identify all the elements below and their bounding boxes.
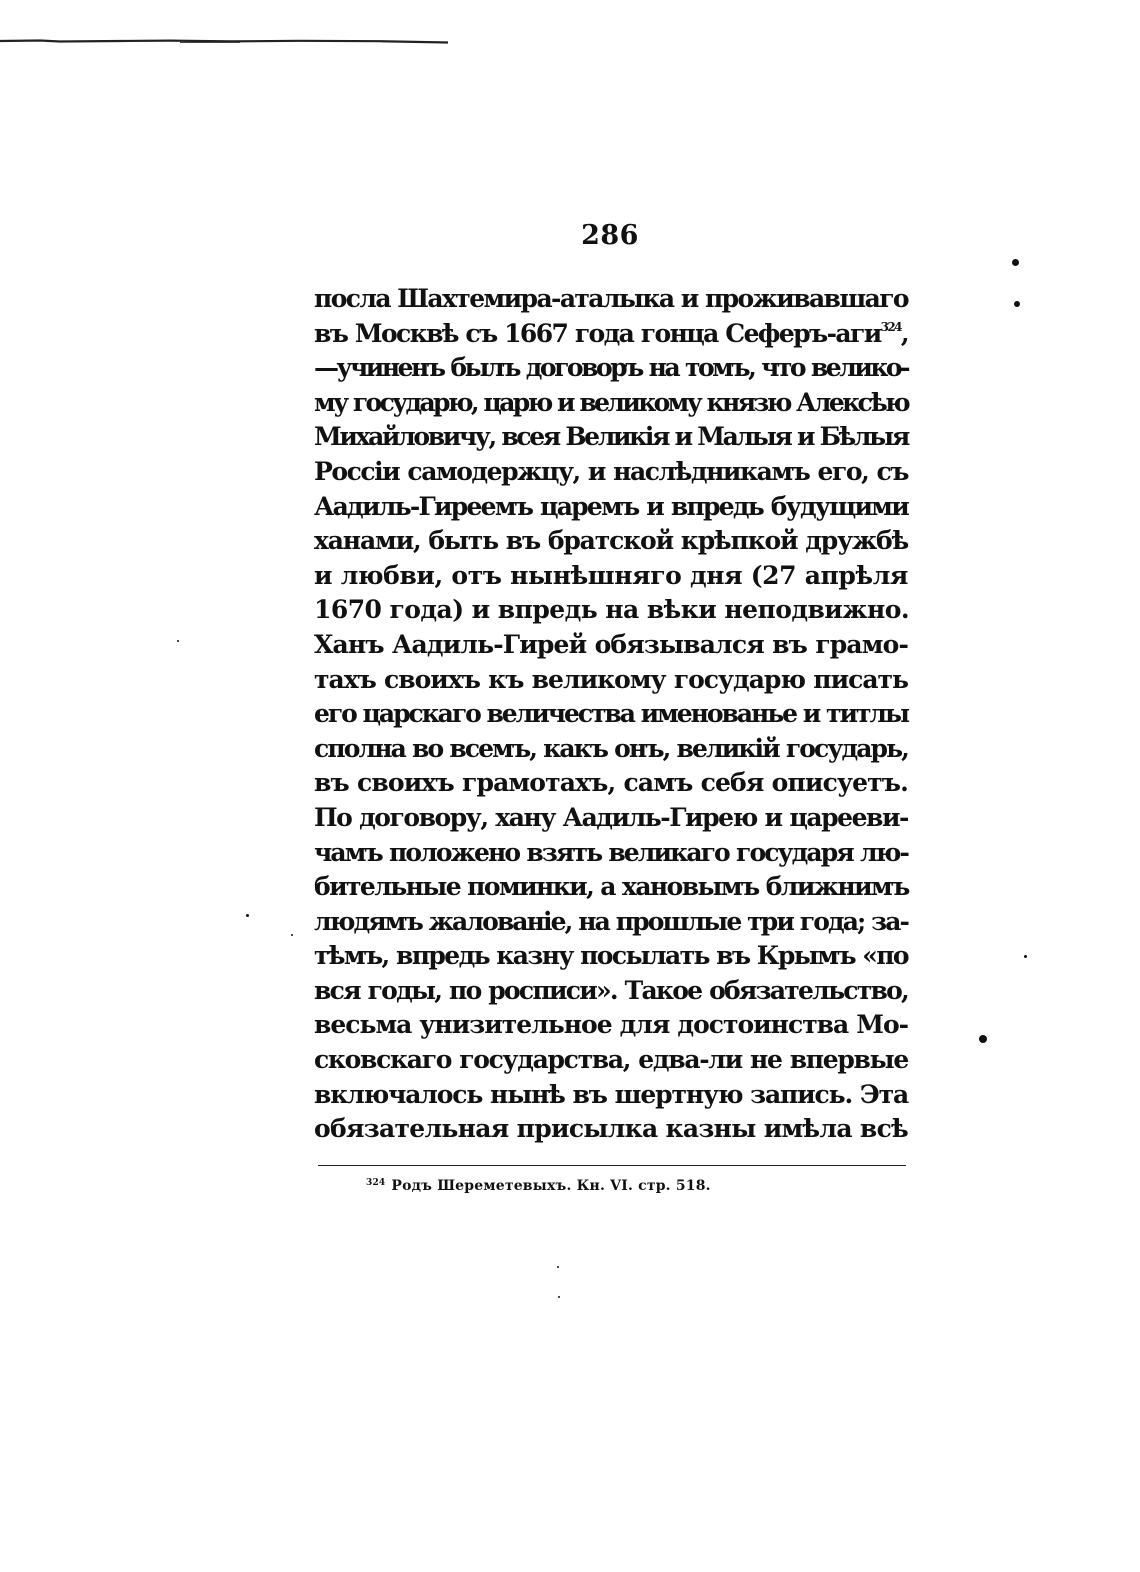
text-line-content: Россіи самодержцу, и наслѣдникамъ его, съ <box>314 456 908 486</box>
text-line-content: въ Москвѣ съ 1667 года гонца Сеферъ-аги <box>314 318 881 348</box>
text-line-content: вся годы, по росписи». Такое обязательство, <box>314 975 908 1005</box>
scan-speck <box>291 934 293 936</box>
text-line-content: включалось нынѣ въ шертную запись. Эта <box>314 1079 908 1109</box>
text-line <box>314 282 908 317</box>
text-line <box>314 766 908 801</box>
text-line <box>314 386 908 421</box>
text-line-content: сковскаго государства, едва-ли не впервые <box>314 1045 908 1075</box>
text-line-content: ханами, быть въ братской крѣпкой дружбѣ <box>314 526 908 556</box>
text-line <box>314 455 908 490</box>
text-line <box>314 317 908 352</box>
text-line-content: обязательная присылка казны имѣла всѣ <box>314 1114 908 1144</box>
scan-speck <box>1024 955 1027 958</box>
text-line <box>314 836 908 871</box>
text-line-content: и любви, отъ нынѣшняго дня (27 апрѣля <box>314 560 908 590</box>
text-line <box>314 974 908 1009</box>
text-line-content: бительные поминки, а хановымъ ближнимъ <box>314 872 909 902</box>
text-line <box>314 1078 908 1113</box>
text-line <box>314 420 908 455</box>
text-line <box>314 524 908 559</box>
text-line <box>314 593 908 628</box>
text-line-content: —учиненъ былъ договоръ на томъ, что велико- <box>314 353 908 383</box>
body-text <box>314 282 908 1147</box>
text-line-content: тахъ своихъ къ великому государю писать <box>314 664 908 694</box>
text-line <box>314 1043 908 1078</box>
scan-speck <box>1012 259 1019 266</box>
text-line-content: посла Шахтемира-аталыка и проживавшаго <box>314 284 908 313</box>
footnote-reference: 324 <box>880 319 901 334</box>
text-line <box>314 1008 908 1043</box>
text-line-content: му государю, царю и великому князю Алексѣю <box>314 387 908 417</box>
text-line <box>314 1112 908 1147</box>
text-line <box>314 939 908 974</box>
footnote-rule <box>318 1165 906 1166</box>
page-number: 286 <box>581 220 639 251</box>
text-line <box>314 663 908 698</box>
text-line-content: По договору, хану Аадиль-Гирею и царееви- <box>314 802 908 832</box>
text-line-content: чамъ положено взять великаго государя лю- <box>314 837 908 867</box>
text-line <box>314 628 908 663</box>
text-line-content: его царскаго величества именованье и титлы <box>314 699 908 729</box>
text-line <box>314 490 908 525</box>
text-line <box>314 870 908 905</box>
text-line-content: Аадиль-Гиреемъ царемъ и впредь будущими <box>314 491 908 521</box>
text-line-content: Михайловичу, всея Великія и Малыя и Бѣлыя <box>314 422 908 452</box>
text-line-content: тѣмъ, впредь казну посылать въ Крымъ «по <box>314 941 908 971</box>
footnote-mark: 324 <box>366 1178 386 1188</box>
footnote <box>366 1178 711 1194</box>
text-line <box>314 697 908 732</box>
text-line <box>314 801 908 836</box>
text-line <box>314 559 908 594</box>
text-line-tail: , <box>900 318 908 348</box>
text-line-content: Ханъ Аадиль-Гирей обязывался въ грамо- <box>314 629 908 659</box>
text-line <box>314 905 908 940</box>
footnote-text: Родъ Шереметевыхъ. Кн. VI. стр. 518. <box>391 1178 711 1194</box>
text-line-content: людямъ жалованіе, на прошлые три года; за- <box>314 906 908 936</box>
scan-edge-rule <box>0 38 448 44</box>
text-line-content: сполна во всемъ, какъ онъ, великій государь, <box>314 733 908 763</box>
scan-speck <box>246 914 249 917</box>
text-line-content: въ своихъ грамотахъ, самъ себя описуетъ. <box>314 768 908 798</box>
text-line <box>314 351 908 386</box>
scan-speck <box>558 1296 560 1298</box>
text-line <box>314 732 908 767</box>
scan-speck <box>557 1266 559 1268</box>
scan-speck <box>177 640 179 642</box>
text-line-content: 1670 года) и впредь на вѣки неподвижно. <box>314 595 909 625</box>
text-line-content: весьма унизительное для достоинства Мо- <box>314 1010 908 1040</box>
scan-speck <box>1014 301 1020 307</box>
scan-speck <box>979 1035 987 1043</box>
